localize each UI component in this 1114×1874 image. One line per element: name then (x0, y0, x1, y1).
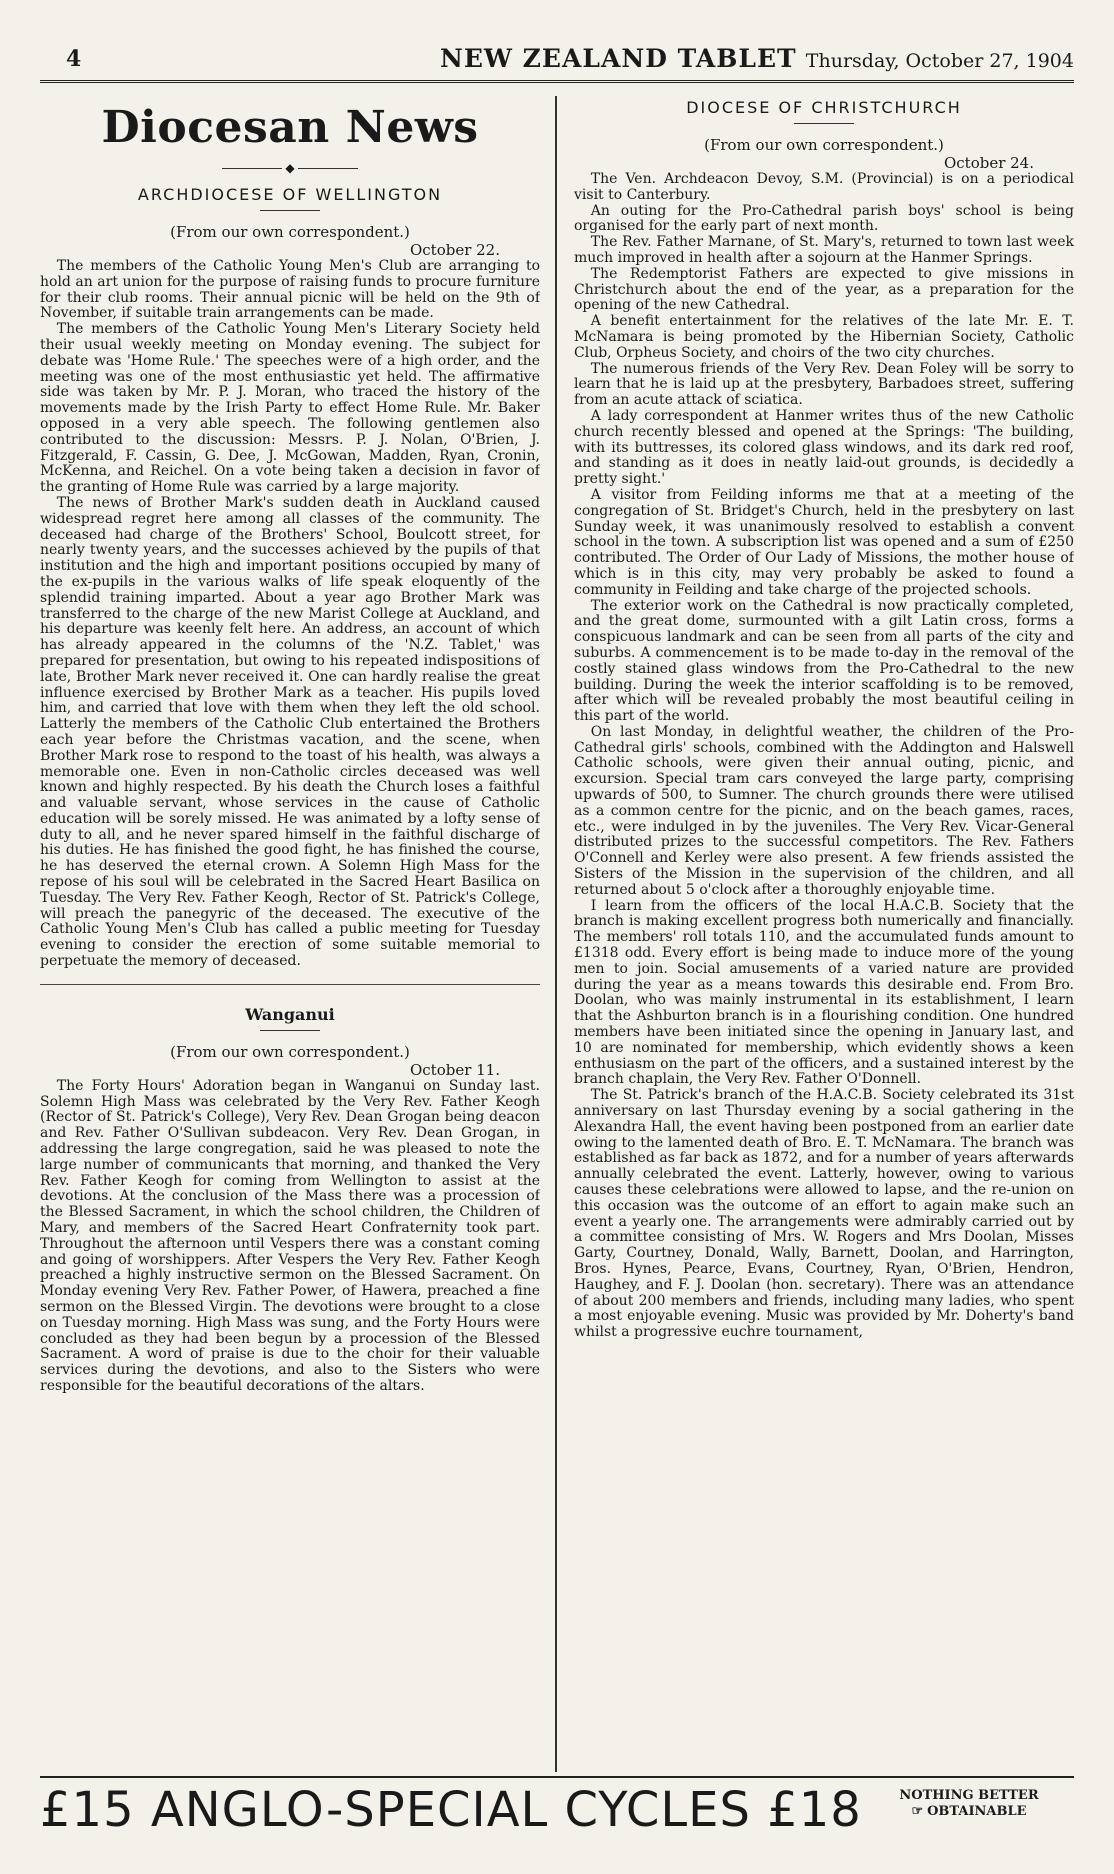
advertisement-banner (40, 1776, 1074, 1838)
section-heading-wellington: ARCHDIOCESE OF WELLINGTON (137, 185, 443, 204)
ornament-rule: ◆ (40, 161, 540, 175)
correspondent-line: (From our own correspondent.) (170, 1042, 410, 1061)
article-paragraph: The Redemptorist Fathers are expected to give missions in Christchurch about the end of the year, as a preparation for the opening of the new Cathedral. (574, 265, 1074, 314)
correspondent-line: (From our own correspondent.) (704, 136, 944, 154)
pointing-hand-icon: ☞ (911, 1804, 924, 1819)
subsection-heading-wanganui: Wanganui (245, 1004, 335, 1024)
page-heading: Diocesan News (101, 102, 479, 153)
article-paragraph: A benefit entertainment for the relatives of the late Mr. E. T. McNamara is being promoted by the Hibernian Society, Catholic Club, Orpheus Society, and choirs of the two city churches. (574, 313, 1074, 361)
article-paragraph: A visitor from Feilding informs me that at a meeting of the congregation of St. Bridget's Church, held in the presbytery on last Sunday week, it was unanimously resolved to establish a convent school in the town. A subscription list was opened and a sum of £250 contributed. The Order of Our Lady of Missions, the mother house of which is in this city, may very probably be asked to found a community in Feilding and take charge of the projected schools. (574, 486, 1074, 598)
tagline-line2: OBTAINABLE (927, 1804, 1027, 1819)
article-paragraph: The numerous friends of the Very Rev. Dean Foley will be sorry to learn that he is laid up at the presbytery, Barbadoes street, suffering from an acute attack of sciatica. (574, 360, 1074, 409)
article-paragraph: The exterior work on the Cathedral is now practically completed, and the great dome, surmounted with a gilt Latin cross, forms a conspicuous landmark and can be seen from all parts of the city and suburbs. A commencement is to be made to-day in the removal of the costly stained glass windows from the Pro-Cathedral to the new building. During the week the interior scaffolding is to be removed, after which will be revealed probably the most beautiful ceiling in this part of the world. (574, 597, 1074, 725)
cycles-advert: £15 ANGLO-SPECIAL CYCLES £18 (40, 1782, 862, 1838)
section-heading-christchurch: DIOCESE OF CHRISTCHURCH (686, 98, 962, 117)
divider (794, 123, 854, 124)
article-paragraph: A lady correspondent at Hanmer writes thus of the new Catholic church recently blessed and opened at the Springs: 'The building, with its buttresses, its colored glass windows, and its dark red roof, and standing as it does in neatly laid-out grounds, is decidedly a pretty sight.' (574, 407, 1074, 488)
article-paragraph: The Ven. Archdeacon Devoy, S.M. (Provincial) is on a periodical visit to Canterbury. (574, 171, 1074, 203)
article-paragraph: The Rev. Father Marnane, of St. Mary's, returned to town last week much improved in health after a sojourn at the Hanmer Springs. (574, 234, 1074, 266)
article-paragraph: On last Monday, in delightful weather, the children of the Pro-Cathedral girls' schools, combined with the Addington and Halswell Catholic schools, were given their annual outing, picnic, and excursion. Special tram cars conveyed the large party, comprising upwards of 500, to Sumner. The church grounds there were utilised as a common centre for the picnic, and on the beach games, races, etc., were indulged in by the juveniles. The Very Rev. Vicar-General distributed prizes to the successful competitors. The Rev. Fathers O'Connell and Kerley were also present. A few friends assisted the Sisters of the Mission in the supervision of the children, and all returned about 5 o'clock after a thoroughly enjoyable time. (574, 723, 1074, 898)
dateline: October 11. (409, 1060, 500, 1079)
advert-tagline (884, 1788, 1054, 1820)
issue-date: Thursday, October 27, 1904 (805, 50, 1074, 72)
article-paragraph: The members of the Catholic Young Men's Literary Society held their usual weekly meeting on Monday evening. The subject for debate was 'Home Rule.' The speeches were of a high order, and the meeting was one of the most enthusiastic yet held. The affirmative side was taken by Mr. P. J. Moran, who traced the history of the movements made by the Irish Party to effect Home Rule. Mr. Baker opposed in a very able speech. The following gentlemen also contributed to the discussion: Messrs. P. J. Nolan, O'Brien, J. Fitzgerald, F. Cassin, G. Dee, J. McGowan, Madden, Ryan, Cronin, McKenna, and Reichel. On a vote being taken a decision in favor of the granting of Home Rule was carried by a large majority. (40, 321, 540, 496)
article-paragraph: The St. Patrick's branch of the H.A.C.B. Society celebrated its 31st anniversary on last Thursday evening by a social gathering in the Alexandra Hall, the event having been postponed from an earlier date owing to the lamented death of Bro. E. T. McNamara. The branch was established as far back as 1872, and for a number of years afterwards annually celebrated the event. Latterly, however, owing to various causes these celebrations were allowed to lapse, and the re-union on this occasion was the outcome of an effort to again make such an event a yearly one. The arrangements were admirably carried out by a committee consisting of Mrs. W. Rogers and Mrs Doolan, Misses Garty, Courtney, Donald, Wally, Barnett, Doolan, and Harrington, Bros. Hynes, Pearce, Evans, Courtney, Ryan, O'Brien, Hendron, Haughey, and F. J. Doolan (hon. secretary). There was an attendance of about 200 members and friends, including many ladies, who spent a most enjoyable evening. Music was provided by Mr. Doherty's band whilst a progressive euchre tournament, (574, 1087, 1074, 1341)
correspondent-line: (From our own correspondent.) (170, 223, 410, 241)
left-column (40, 96, 540, 1772)
tagline-line1: NOTHING BETTER (899, 1788, 1039, 1803)
column-rule (555, 96, 557, 1772)
article-paragraph: I learn from the officers of the local H.A.C.B. Society that the branch is making excellent progress both numerically and financially. The members' roll totals 110, and the accumulated funds amount to £1318 odd. Every effort is being made to induce more of the young men to join. Social amusements of a varied nature are provided during the year as a means towards this desirable end. From Bro. Doolan, who was mainly instrumental in its establishment, I learn that the Ashburton branch is in a flourishing condition. One hundred members have been initiated since the opening in January last, and 10 are nominated for membership, which evidently shows a keen enthusiasm on the part of the officers, and a sustained interest by the branch chaplain, the Very Rev. Father O'Donnell. (574, 897, 1074, 1088)
divider (260, 1030, 320, 1031)
page-number: 4 (66, 46, 82, 72)
divider (260, 210, 320, 211)
article-paragraph: The Forty Hours' Adoration began in Wanganui on Sunday last. Solemn High Mass was celebrated by the Very Rev. Father Keogh (Rector of St. Patrick's College), Very Rev. Dean Grogan being deacon and Rev. Father O'Sullivan subdeacon. Very Rev. Dean Grogan, in addressing the large congregation, said he was pleased to note the large number of communicants that morning, and thanked the Very Rev. Father Keogh for coming from Wellington to assist at the devotions. At the conclusion of the Mass there was a procession of the Blessed Sacrament, in which the school children, the Children of Mary, and members of the Sacred Heart Confraternity took part. Throughout the afternoon until Vespers there was a constant coming and going of worshippers. After Vespers the Very Rev. Father Keogh preached a highly instructive sermon on the Blessed Sacrament. On Monday evening Very Rev. Father Power, of Hawera, preached a fine sermon on the Blessed Virgin. The devotions were brought to a close on Tuesday morning. High Mass was sung, and the Forty Hours were concluded as they had been begun by a procession of the Blessed Sacrament. A word of praise is due to the choir for their valuable services during the devotions, and also to the Sisters who were responsible for the beautiful decorations of the altars. (40, 1077, 540, 1394)
dateline: October 22. (409, 241, 500, 259)
article-paragraph: The members of the Catholic Young Men's Club are arranging to hold an art union for the purpose of raising funds to procure furniture for their club rooms. Their annual picnic will be held on the 9th of November, if suitable train arrangements can be made. (40, 258, 540, 322)
right-column (574, 96, 1074, 1772)
article-paragraph: An outing for the Pro-Cathedral parish boys' school is being organised for the early part of next month. (574, 202, 1074, 235)
dateline: October 24. (943, 154, 1034, 172)
article-paragraph: The news of Brother Mark's sudden death in Auckland caused widespread regret here among all classes of the community. The deceased had charge of the Brothers' School, Boulcott street, for nearly twenty years, and the successes achieved by the pupils of that institution and the high and important positions occupied by many of the ex-pupils in the various walks of life speak eloquently of the splendid training imparted. About a year ago Brother Mark was transferred to the charge of the new Marist College at Auckland, and his departure was keenly felt here. An address, an account of which has already appeared in the columns of the 'N.Z. Tablet,' was prepared for presentation, but owing to his repeated indispositions of late, Brother Mark never received it. One can hardly realise the great influence exercised by Brother Mark as a teacher. His pupils loved him, and carried that love with them when they left the old school. Latterly the members of the Catholic Club entertained the Brothers each year before the Christmas vacation, and the scene, when Brother Mark rose to respond to the toast of his health, was always a memorable one. Even in non-Catholic circles deceased was well known and highly respected. By his death the Church loses a faithful and valuable servant, whose services in the cause of Catholic education will be sorely missed. He was animated by a lofty sense of duty to all, and he never spared himself in the faithful discharge of his duties. He has finished the good fight, he has finished the course, he has deserved the eternal crown. A Solemn High Mass for the repose of his soul will be celebrated in the Sacred Heart Basilica on Tuesday. The Very Rev. Father Keogh, Rector of St. Patrick's College, will preach the panegyric of the deceased. The executive of the Catholic Young Men's Club has called a public meeting for Tuesday evening to consider the erection of some suitable memorial to perpetuate the memory of deceased. (40, 494, 540, 970)
section-separator (40, 984, 540, 985)
masthead (40, 44, 1074, 83)
newspaper-title: NEW ZEALAND TABLET (440, 44, 797, 73)
